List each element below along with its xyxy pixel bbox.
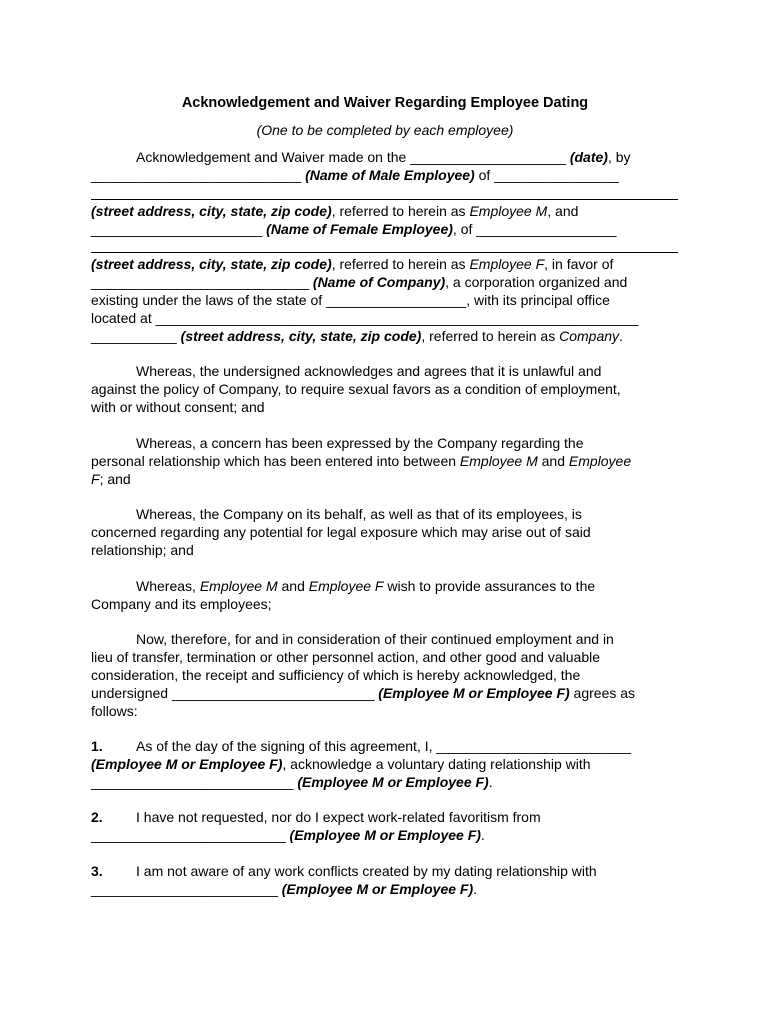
item-2-line-2: _________________________ (Employee M or Employee F).	[91, 827, 485, 843]
item-1-blank-2[interactable]: __________________________	[91, 774, 294, 790]
item-1-line-2: (Employee M or Employee F), acknowledge a voluntary dating relationship with	[91, 756, 591, 772]
item-2-blank[interactable]: _________________________	[91, 827, 286, 843]
whereas-1-line-2: against the policy of Company, to require sexual favors as a condition of employment,	[91, 381, 621, 397]
whereas-2-line-3: F; and	[91, 471, 131, 487]
male-address-blank[interactable]: ________________	[494, 167, 619, 183]
item-1-blank-1[interactable]: _________________________	[436, 738, 632, 754]
intro-line-7: existing under the laws of the state of __________________, with its principal office	[91, 292, 610, 308]
male-employee-blank[interactable]: ___________________________	[91, 167, 302, 183]
now-line-2: lieu of transfer, termination or other personnel action, and other good and valuable	[91, 649, 600, 665]
intro-line-8: located at ______________________________________________________________	[91, 310, 639, 326]
intro-line-9: ___________ (street address, city, state, zip code), referred to herein as Company.	[91, 328, 623, 344]
intro-line-6: ____________________________ (Name of Company), a corporation organized and	[91, 274, 628, 290]
whereas-3-line-1: Whereas, the Company on its behalf, as well as that of its employees, is	[136, 506, 582, 522]
item-3-blank[interactable]: ________________________	[91, 881, 278, 897]
item-1-line-1: 1. As of the day of the signing of this agreement, I, _________________________	[91, 738, 632, 754]
item-3-line-2: ________________________ (Employee M or Employee F).	[91, 881, 478, 897]
document-title: Acknowledgement and Waiver Regarding Employee Dating	[181, 95, 589, 111]
now-line-3: consideration, the receipt and sufficiency of which is hereby acknowledged, the	[91, 667, 581, 683]
intro-line-3: (street address, city, state, zip code), referred to herein as Employee M, and	[91, 203, 579, 219]
whereas-3-line-3: relationship; and	[91, 542, 194, 558]
item-1-line-3: __________________________ (Employee M or Employee F).	[91, 774, 493, 790]
female-address-rule[interactable]	[91, 252, 678, 253]
intro-line-2: ___________________________ (Name of Male Employee) of ________________	[91, 167, 619, 183]
intro-line-4: ______________________ (Name of Female Employee), of __________________	[91, 221, 617, 237]
now-line-4: undersigned __________________________ (Employee M or Employee F) agrees as	[91, 685, 636, 701]
whereas-4-line-1: Whereas, Employee M and Employee F wish to provide assurances to the	[136, 578, 596, 594]
female-address-blank[interactable]: __________________	[476, 221, 617, 237]
document-subtitle: (One to be completed by each employee)	[256, 122, 514, 138]
undersigned-blank[interactable]: __________________________	[171, 685, 375, 701]
whereas-4-line-2: Company and its employees;	[91, 596, 272, 612]
item-2-line-1: 2. I have not requested, nor do I expect work-related favoritism from	[91, 809, 541, 825]
whereas-2-line-1: Whereas, a concern has been expressed by the Company regarding the	[136, 435, 584, 451]
whereas-1-line-1: Whereas, the undersigned acknowledges and agrees that it is unlawful and	[136, 363, 602, 379]
state-blank[interactable]: __________________	[326, 292, 467, 308]
company-name-blank[interactable]: ____________________________	[91, 274, 310, 290]
intro-line-1: Acknowledgement and Waiver made on the ____________________ (date), by	[136, 149, 631, 165]
date-blank[interactable]: ____________________	[410, 149, 566, 165]
whereas-3-line-2: concerned regarding any potential for legal exposure which may arise out of said	[91, 524, 591, 540]
whereas-2-line-2: personal relationship which has been entered into between Employee M and Employee	[91, 453, 632, 469]
now-line-5: follows:	[91, 703, 138, 719]
whereas-1-line-3: with or without consent; and	[91, 399, 265, 415]
office-address-blank[interactable]: ______________________________________________________________	[155, 310, 639, 326]
now-line-1: Now, therefore, for and in consideration of their continued employment and in	[136, 631, 614, 647]
item-3-line-1: 3. I am not aware of any work conflicts created by my dating relationship with	[91, 863, 597, 879]
female-employee-blank[interactable]: ______________________	[91, 221, 263, 237]
intro-line-5: (street address, city, state, zip code), referred to herein as Employee F, in favor of	[91, 256, 614, 272]
office-address-blank-2[interactable]: ___________	[91, 328, 177, 344]
male-address-rule[interactable]	[91, 199, 678, 200]
